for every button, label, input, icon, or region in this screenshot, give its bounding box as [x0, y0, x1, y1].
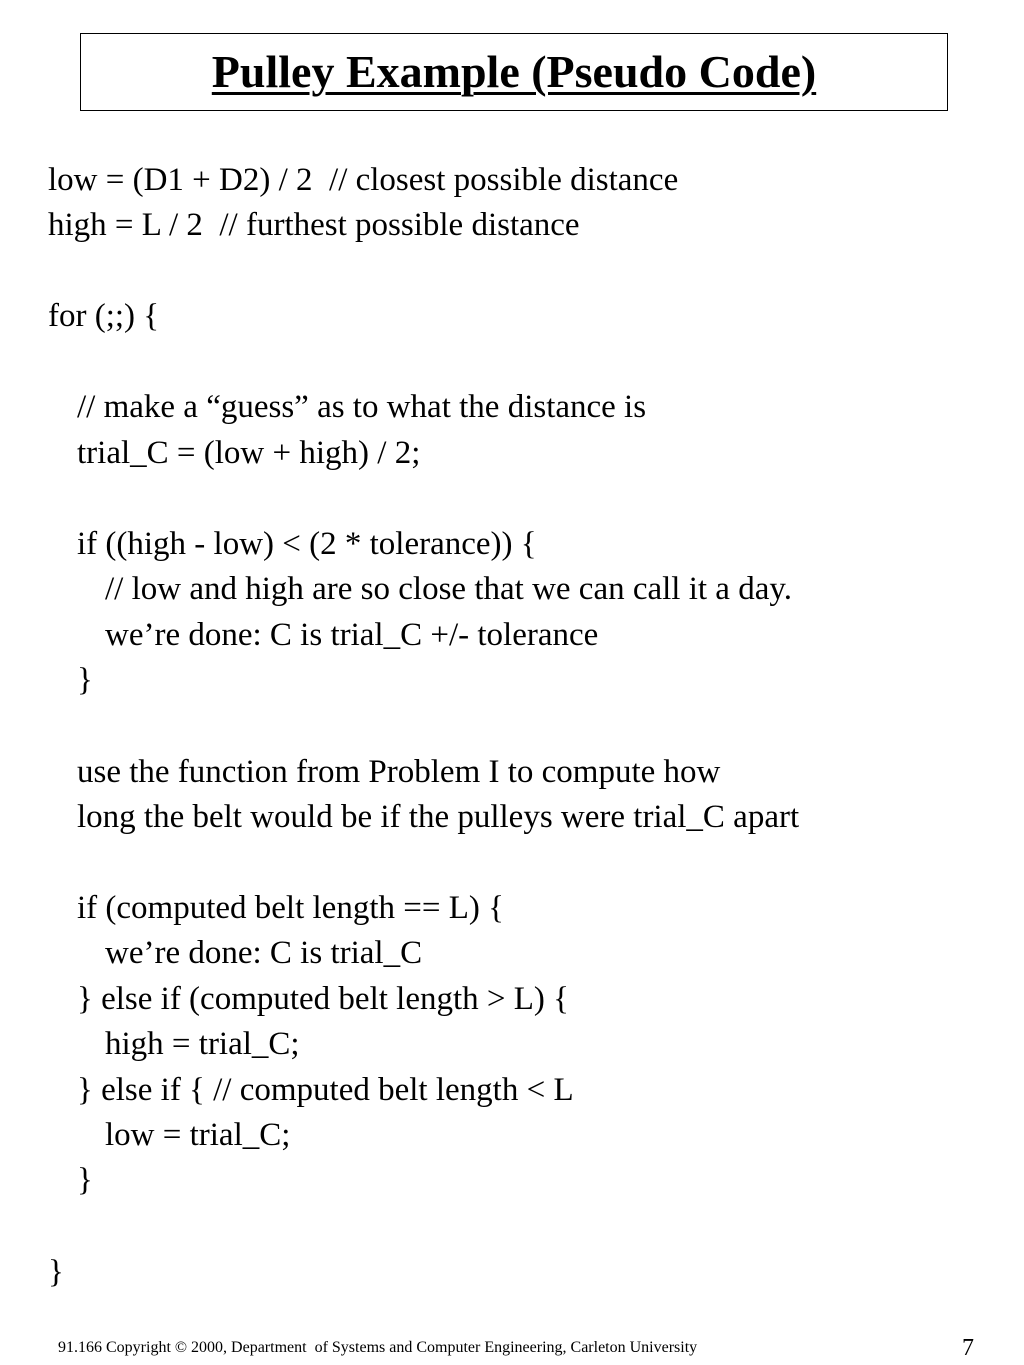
code-line: high = L / 2 // furthest possible distance: [48, 207, 580, 243]
slide-title: Pulley Example (Pseudo Code): [211, 46, 817, 97]
code-line: } else if { // computed belt length < L: [77, 1072, 574, 1108]
code-line: } else if (computed belt length > L) {: [77, 981, 569, 1017]
code-line: we’re done: C is trial_C +/- tolerance: [105, 617, 599, 653]
code-line: we’re done: C is trial_C: [105, 935, 423, 971]
code-line: trial_C = (low + high) / 2;: [77, 435, 421, 471]
code-line: }: [77, 662, 93, 698]
title-box: [80, 33, 948, 111]
code-line: low = trial_C;: [105, 1117, 291, 1153]
code-line: // make a “guess” as to what the distance is: [77, 389, 647, 425]
code-line: for (;;) {: [48, 298, 160, 334]
page-number: 7: [962, 1335, 974, 1361]
code-line: long the belt would be if the pulleys were trial_C apart: [77, 799, 800, 835]
code-line: // low and high are so close that we can call it a day.: [105, 571, 792, 607]
code-line: if ((high - low) < (2 * tolerance)) {: [77, 526, 537, 562]
code-line: }: [77, 1162, 93, 1198]
code-line: }: [48, 1254, 64, 1290]
code-line: if (computed belt length == L) {: [77, 890, 504, 926]
code-line: use the function from Problem I to compute how: [77, 754, 721, 790]
code-line: high = trial_C;: [105, 1026, 300, 1062]
code-line: low = (D1 + D2) / 2 // closest possible distance: [48, 162, 679, 198]
copyright-footer: 91.166 Copyright © 2000, Department of Systems and Computer Engineering, Carleton University: [58, 1339, 698, 1356]
